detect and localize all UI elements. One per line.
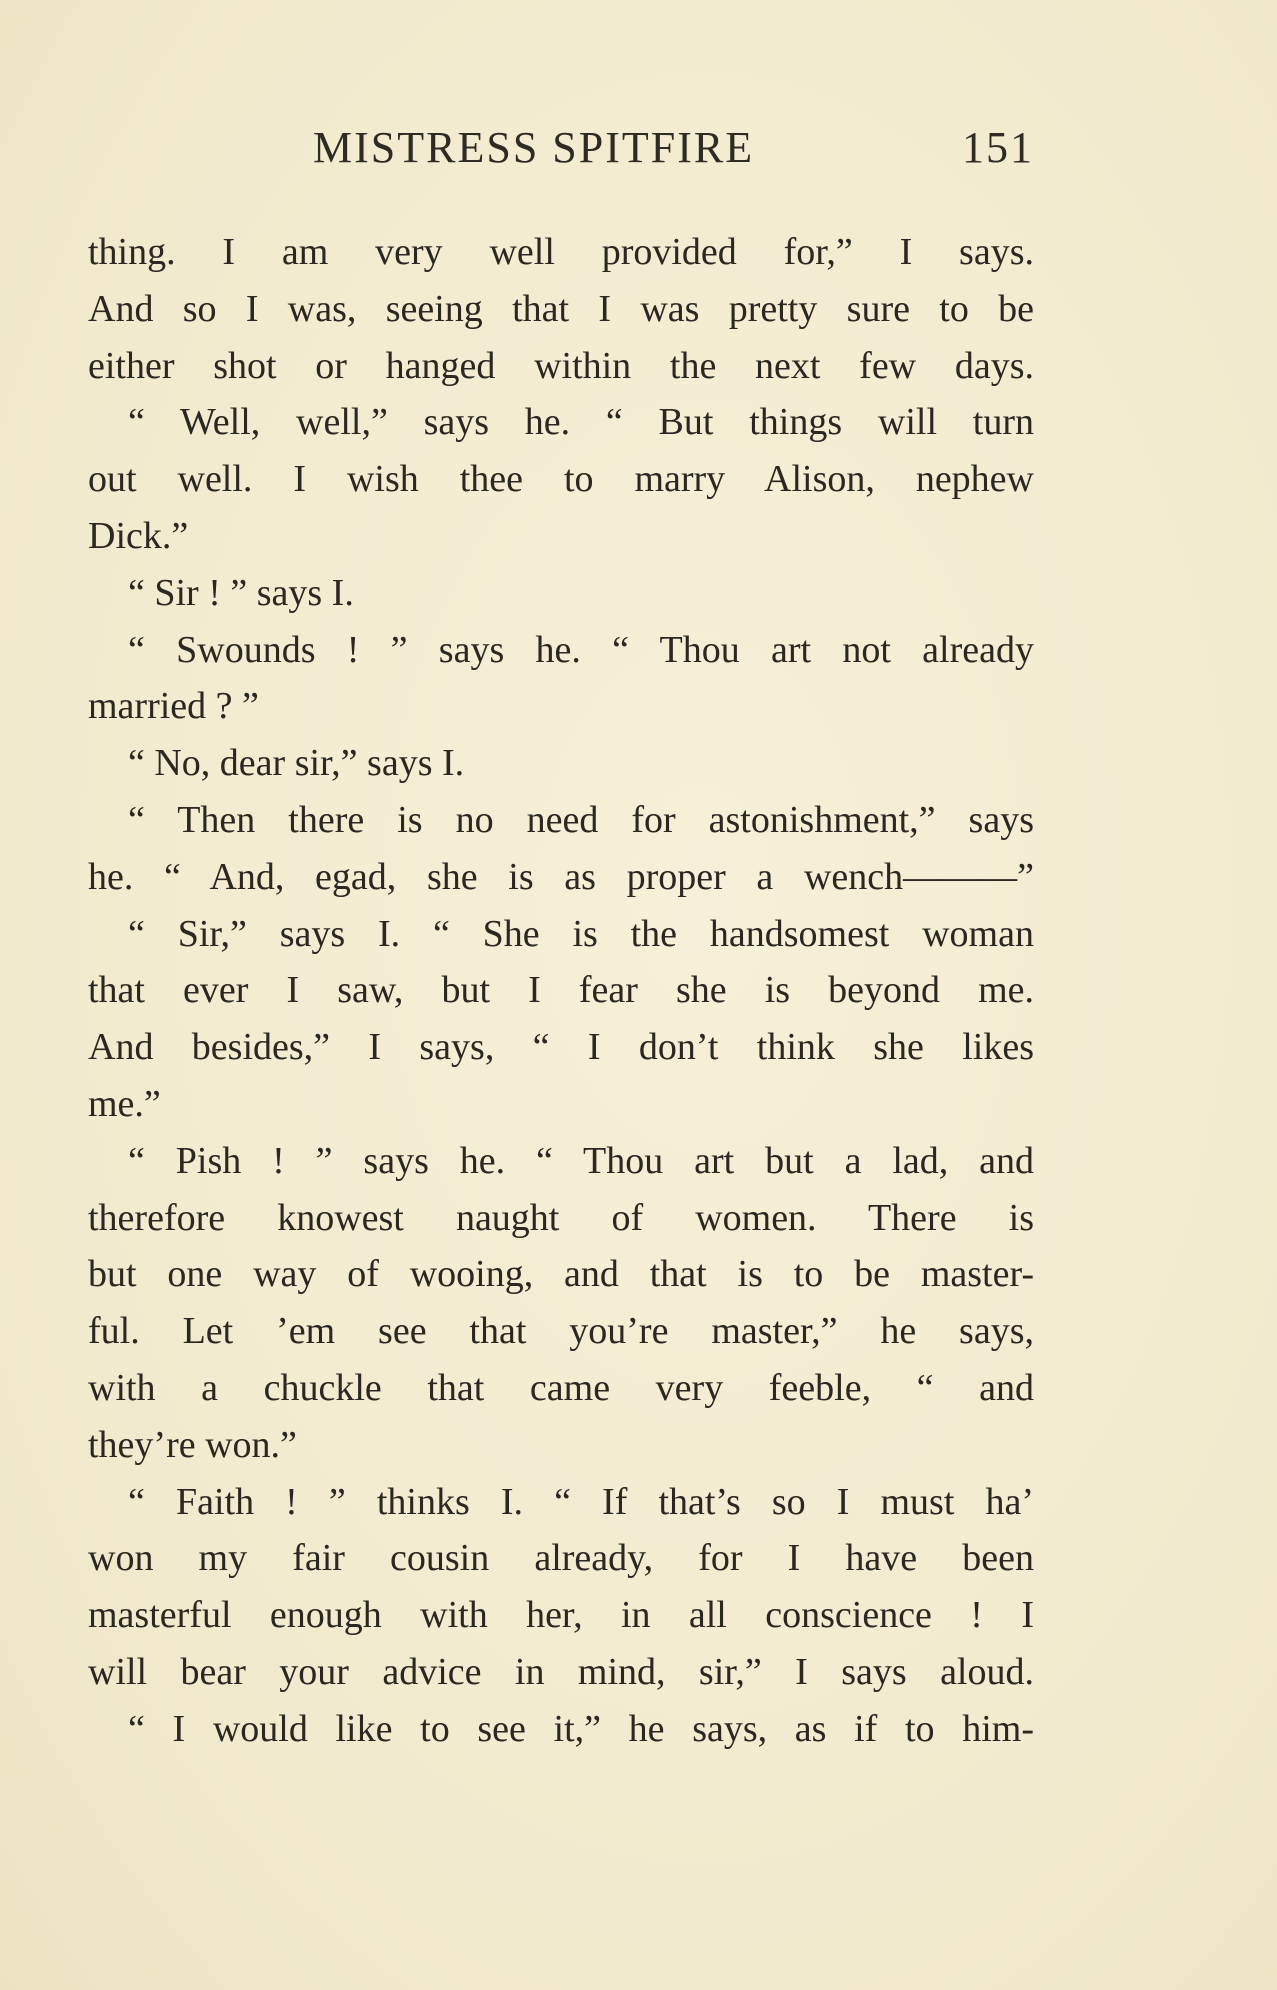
text-line: “ I would like to see it,” he says, as if to him- <box>128 1707 1034 1750</box>
text-line: out well. I wish thee to marry Alison, nephew <box>88 458 1034 501</box>
text-line: “ Swounds ! ” says he. “ Thou art not already <box>128 628 1034 671</box>
page-number: 151 <box>962 123 1034 172</box>
text-line: they’re won.” <box>88 1423 297 1466</box>
text-line: therefore knowest naught of women. There is <box>88 1196 1034 1239</box>
text-line: “ Faith ! ” thinks I. “ If that’s so I must ha’ <box>128 1480 1034 1523</box>
text-line: with a chuckle that came very feeble, “ and <box>88 1366 1034 1409</box>
text-line: ful. Let ’em see that you’re master,” he says, <box>88 1310 1034 1353</box>
text-line: Dick.” <box>88 514 189 557</box>
text-line: won my fair cousin already, for I have been <box>88 1537 1034 1580</box>
page-header <box>88 122 1034 182</box>
text-line: either shot or hanged within the next few days. <box>88 344 1034 387</box>
text-line: thing. I am very well provided for,” I says. <box>88 231 1034 273</box>
text-line: “ Well, well,” says he. “ But things will turn <box>128 401 1034 444</box>
text-line: will bear your advice in mind, sir,” I says aloud. <box>88 1650 1034 1693</box>
text-line: “ Sir,” says I. “ She is the handsomest woman <box>128 912 1034 955</box>
text-line: me.” <box>88 1082 161 1125</box>
running-title: MISTRESS SPITFIRE <box>313 123 755 172</box>
text-line: And besides,” I says, “ I don’t think she likes <box>88 1026 1034 1069</box>
text-line: And so I was, seeing that I was pretty sure to be <box>88 287 1034 330</box>
text-line: married ? ” <box>88 685 259 728</box>
text-line: “ Sir ! ” says I. <box>128 571 354 614</box>
text-line: masterful enough with her, in all conscience ! I <box>88 1594 1034 1637</box>
text-line: that ever I saw, but I fear she is beyond me. <box>88 969 1034 1012</box>
body-text <box>88 224 1034 1758</box>
text-line: but one way of wooing, and that is to be master- <box>88 1253 1034 1296</box>
text-line: “ No, dear sir,” says I. <box>128 742 465 785</box>
text-line: “ Pish ! ” says he. “ Thou art but a lad, and <box>128 1139 1034 1182</box>
text-line: “ Then there is no need for astonishment,” says <box>128 798 1034 841</box>
text-line: he. “ And, egad, she is as proper a wench———” <box>88 855 1034 898</box>
